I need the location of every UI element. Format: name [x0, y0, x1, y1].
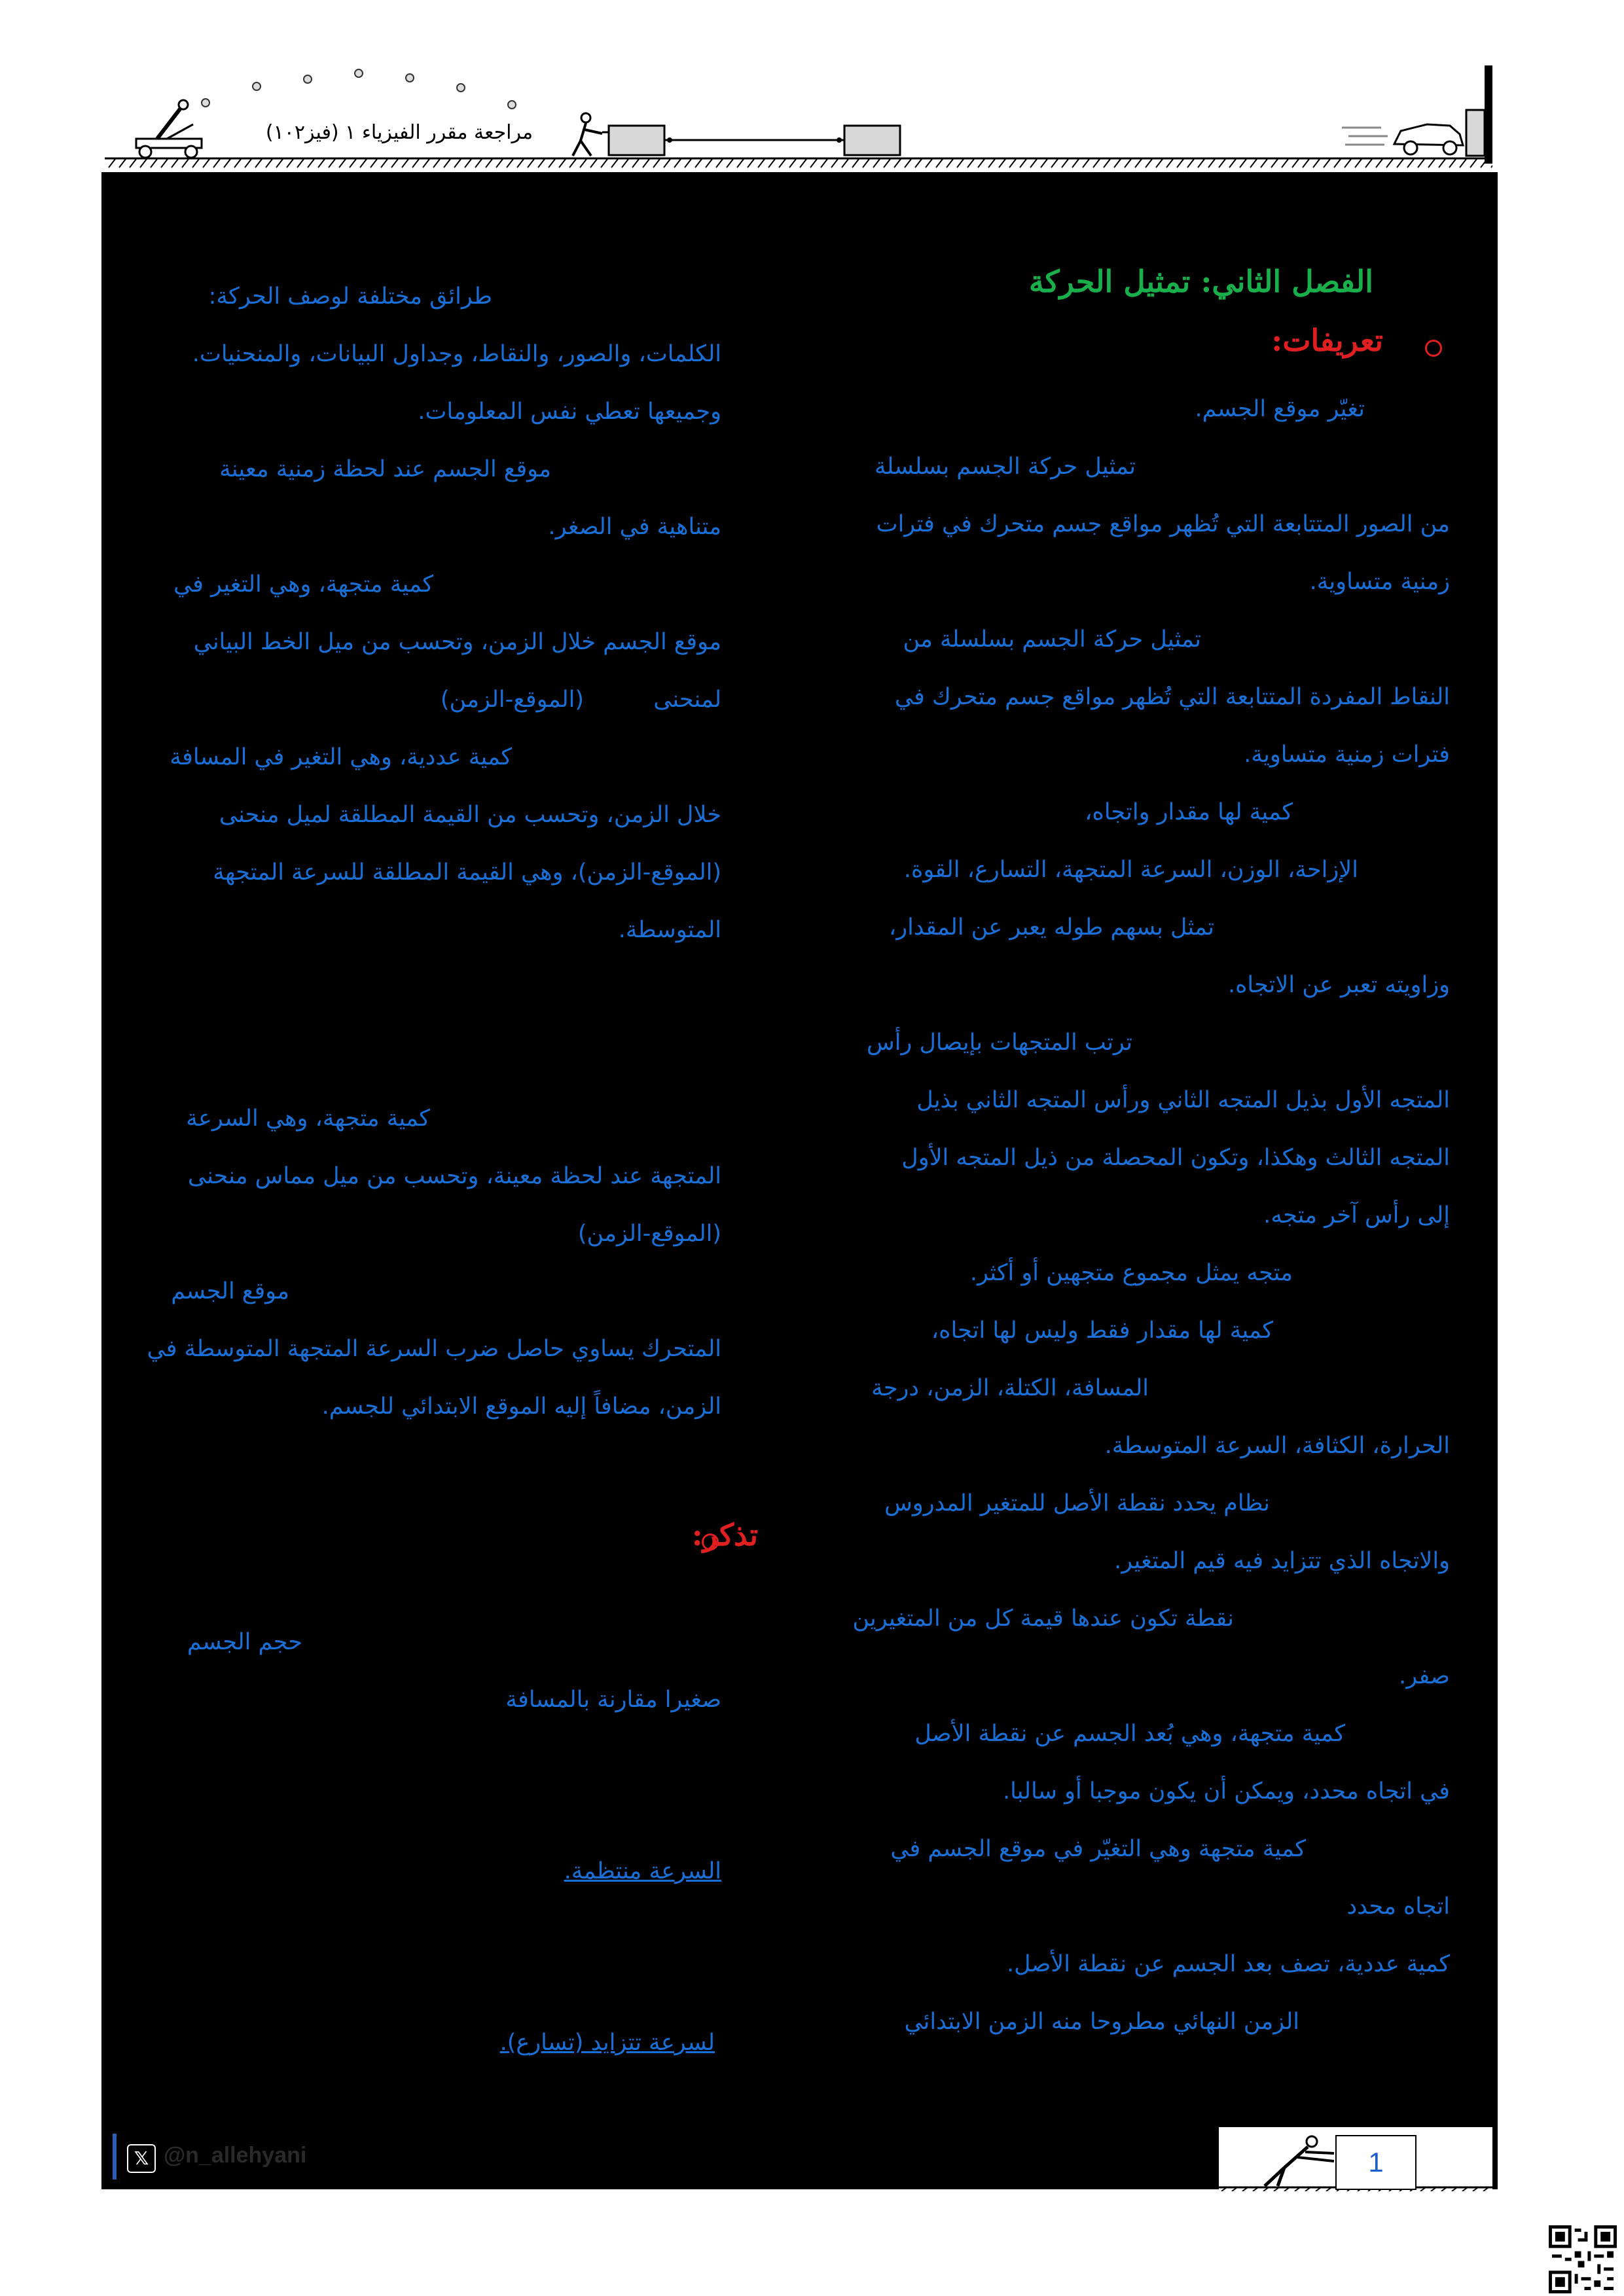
- definition-line: كمية عددية، تصف بعد الجسم عن نقطة الأصل.: [1006, 1951, 1450, 1977]
- definition-line: اتجاه محدد: [1346, 1893, 1450, 1920]
- note-line: الكلمات، والصور، والنقاط، وجداول البيانات، والمنحنيات.: [192, 341, 721, 367]
- note-line: كمية متجهة، وهي السرعة: [186, 1105, 430, 1132]
- definition-line: نقطة تكون عندها قيمة كل من المتغيرين: [852, 1605, 1234, 1632]
- car-crash-illustration: [1335, 105, 1486, 160]
- note-line: (الموقع-الزمن)، وهي القيمة المطلقة للسرعة المتجهة: [213, 859, 721, 886]
- note-line: متناهية في الصغر.: [548, 514, 721, 540]
- note-line: موقع الجسم عند لحظة زمنية معينة: [219, 456, 551, 482]
- definition-line: ترتب المتجهات بإيصال رأس: [866, 1030, 1132, 1056]
- definition-line: المتجه الثالث وهكذا، وتكون المحصلة من ذيل المتجه الأول: [901, 1145, 1450, 1171]
- definition-line: فترات زمنية متساوية.: [1244, 742, 1450, 768]
- note-line: طرائق مختلفة لوصف الحركة:: [208, 283, 492, 310]
- pulled-boxes-illustration: [602, 123, 903, 159]
- definition-line: كمية لها مقدار فقط وليس لها اتجاه،: [931, 1318, 1273, 1344]
- definition-line: النقاط المفردة المتتابعة التي تُظهر مواقع جسم متحرك في: [894, 684, 1450, 710]
- definition-line: المتجه الأول بذيل المتجه الثاني ورأس المتجه الثاني بذيل: [916, 1087, 1450, 1113]
- notes-list: [149, 172, 721, 2189]
- definition-line: متجه يمثل مجموع متجهين أو أكثر.: [969, 1260, 1293, 1286]
- note-line: وجميعها تعطي نفس المعلومات.: [418, 399, 721, 425]
- note-line: حجم الجسم: [187, 1629, 302, 1655]
- definition-line: كمية متجهة، وهي بُعد الجسم عن نقطة الأصل: [914, 1721, 1345, 1747]
- definition-line: تغيّر موقع الجسم.: [1195, 396, 1365, 422]
- definition-line: تمثيل حركة الجسم بسلسلة من: [903, 626, 1201, 653]
- cannon-illustration: [131, 98, 209, 160]
- definitions-list: [852, 172, 1450, 2189]
- trajectory-dot: [303, 75, 312, 84]
- note-line: موقع الجسم خلال الزمن، وتحسب من ميل الخط البياني: [193, 629, 721, 655]
- qr-code-icon: [1549, 2225, 1617, 2293]
- definition-line: كمية متجهة وهي التغيّر في موقع الجسم في: [890, 1836, 1306, 1862]
- note-line: (الموقع-الزمن): [577, 1221, 721, 1247]
- definition-line: زمنية متساوية.: [1309, 569, 1450, 595]
- trajectory-dot: [201, 98, 210, 107]
- note-line: خلال الزمن، وتحسب من القيمة المطلقة لميل منحنى: [219, 802, 721, 828]
- definition-line: الزمن النهائي مطروحا منه الزمن الابتدائي: [904, 2009, 1299, 2035]
- note-line: لمنحنى: [653, 687, 721, 713]
- note-line: كمية متجهة، وهي التغير في: [173, 571, 433, 598]
- content-panel: [101, 172, 1498, 2189]
- definition-line: في اتجاه محدد، ويمكن أن يكون موجبا أو سالبا.: [1002, 1778, 1450, 1804]
- page-number: 1: [1335, 2135, 1416, 2190]
- trajectory-dot: [507, 100, 516, 109]
- note-line: المتحرك يساوي حاصل ضرب السرعة المتجهة المتوسطة في: [147, 1336, 721, 1362]
- page-header: [105, 59, 1492, 177]
- definition-line: تمثيل حركة الجسم بسلسلة: [875, 454, 1136, 480]
- definition-line: كمية لها مقدار واتجاه،: [1085, 799, 1293, 825]
- footer-box: [1219, 2127, 1492, 2191]
- definition-line: الإزاحة، الوزن، السرعة المتجهة، التسارع، القوة.: [903, 857, 1358, 883]
- trajectory-dot: [354, 69, 363, 78]
- watermark-handle: @n_allehyani: [164, 2143, 307, 2168]
- definition-line: إلى رأس آخر متجه.: [1263, 1202, 1450, 1229]
- definition-line: وزاويته تعبر عن الاتجاه.: [1227, 972, 1450, 998]
- chapter-title: الفصل الثاني: تمثيل الحركة: [1028, 264, 1373, 299]
- note-line: (الموقع-الزمن): [440, 687, 584, 713]
- definition-line: صفر.: [1399, 1663, 1450, 1689]
- trajectory-dot: [456, 83, 465, 92]
- trajectory-dot: [252, 82, 261, 91]
- note-line-underlined: السرعة منتظمة.: [564, 1858, 721, 1884]
- remember-heading: تذكر:: [691, 1517, 758, 1552]
- definition-line: نظام يحدد نقطة الأصل للمتغير المدروس: [884, 1490, 1270, 1516]
- note-line-underlined: لسرعة تتزايد (تسارع).: [499, 2030, 715, 2056]
- note-line: المتوسطة.: [618, 917, 721, 943]
- note-line: كمية عددية، وهي التغير في المسافة: [170, 744, 512, 770]
- header-title: مراجعة مقرر الفيزياء ١ (فيز١٠٢): [265, 121, 533, 144]
- note-line: المتجهة عند لحظة معينة، وتحسب من ميل مماس منحنى: [187, 1163, 721, 1189]
- watermark-bar: [113, 2134, 117, 2179]
- note-line: الزمن، مضافاً إليه الموقع الابتدائي للجسم.: [321, 1393, 721, 1420]
- trajectory-dot: [405, 73, 414, 82]
- note-line: صغيرا مقارنة بالمسافة: [505, 1687, 721, 1713]
- definition-line: والاتجاه الذي تتزايد فيه قيم المتغير.: [1114, 1548, 1450, 1574]
- definitions-heading: تعريفات:: [1271, 323, 1383, 358]
- person-pulling-icon: [566, 111, 605, 158]
- definition-line: من الصور المتتابعة التي تُظهر مواقع جسم متحرك في فترات: [876, 511, 1450, 537]
- definition-line: المسافة، الكتلة، الزمن، درجة: [871, 1375, 1149, 1401]
- definition-line: تمثل بسهم طوله يعبر عن المقدار،: [888, 914, 1214, 941]
- x-logo-icon: 𝕏: [127, 2144, 156, 2173]
- definition-line: الحرارة، الكثافة، السرعة المتوسطة.: [1104, 1433, 1450, 1459]
- note-line: موقع الجسم: [171, 1278, 289, 1304]
